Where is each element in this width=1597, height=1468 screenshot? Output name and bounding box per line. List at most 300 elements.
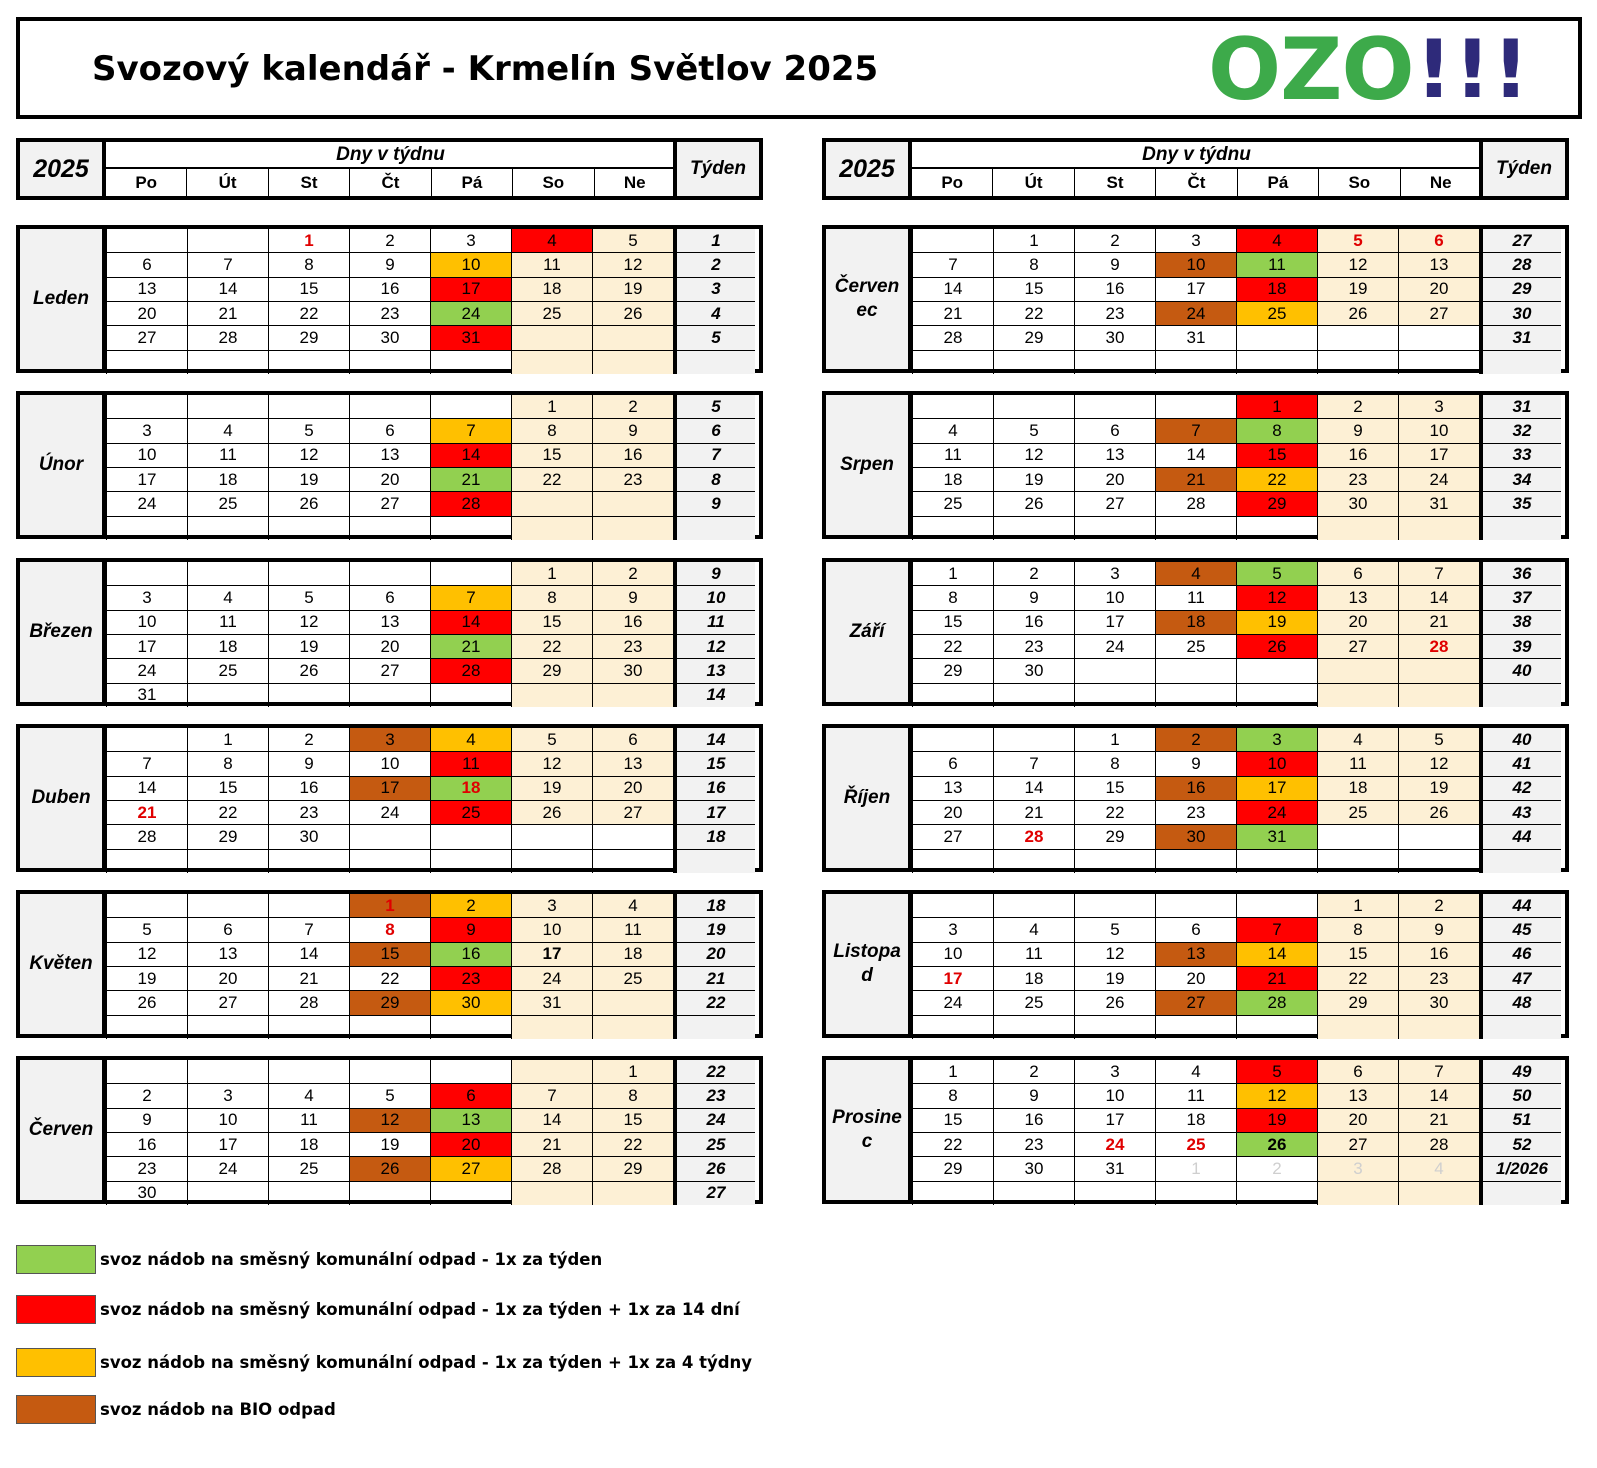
week-number — [1481, 849, 1561, 873]
day-cell: 6 — [1075, 419, 1156, 443]
day-ct: Čt — [1156, 169, 1237, 196]
day-cell — [431, 849, 512, 873]
day-cell: 5 — [512, 728, 593, 752]
day-cell — [994, 894, 1075, 918]
week-row — [913, 966, 1562, 990]
day-cell: 26 — [1399, 800, 1482, 824]
day-cell: 28 — [188, 326, 269, 350]
day-cell: 13 — [431, 1108, 512, 1132]
day-cell — [269, 1015, 350, 1039]
day-cell: 17 — [1075, 1108, 1156, 1132]
day-cell: 8 — [913, 1084, 994, 1108]
day-cell: 1 — [913, 562, 994, 586]
day-ne: Ne — [623, 173, 646, 192]
day-cell: 15 — [1075, 776, 1156, 800]
day-cell: 22 — [913, 634, 994, 658]
day-cell: 29 — [188, 825, 269, 849]
day-cell: 9 — [107, 1108, 188, 1132]
day-cell: 3 — [188, 1084, 269, 1108]
day-cell — [1318, 1181, 1399, 1205]
day-cell — [1075, 849, 1156, 873]
day-cell: 27 — [1075, 492, 1156, 516]
day-cell — [431, 1181, 512, 1205]
day-cell: 24 — [1237, 800, 1318, 824]
week-number: 1 — [675, 229, 755, 253]
week-row — [107, 419, 756, 443]
week-row — [107, 1084, 756, 1108]
day-cell: 19 — [269, 634, 350, 658]
week-number: 35 — [1481, 492, 1561, 516]
day-cell: 28 — [431, 659, 512, 683]
month-name: Červen ec — [826, 229, 912, 369]
day-cell: 8 — [1318, 918, 1399, 942]
day-cell: 20 — [431, 1132, 512, 1156]
day-cell — [269, 350, 350, 374]
day-cell — [107, 1015, 188, 1039]
day-cell: 10 — [107, 610, 188, 634]
week-number — [1481, 350, 1561, 374]
week-row — [107, 1108, 756, 1132]
ozo-logo — [1208, 20, 1532, 120]
day-cell — [512, 1015, 593, 1039]
day-cell: 28 — [107, 825, 188, 849]
day-cell: 21 — [512, 1132, 593, 1156]
day-cell — [269, 1060, 350, 1084]
header-week-label: Týden — [673, 142, 759, 196]
week-row — [107, 1132, 756, 1156]
day-cell: 8 — [512, 419, 593, 443]
day-so: So — [513, 169, 594, 196]
month-block — [16, 890, 763, 1038]
week-number: 9 — [675, 562, 755, 586]
week-number: 16 — [675, 776, 755, 800]
week-row — [107, 991, 756, 1015]
day-cell: 4 — [269, 1084, 350, 1108]
day-cell: 25 — [431, 800, 512, 824]
day-cell: 13 — [1075, 443, 1156, 467]
day-cell: 23 — [269, 800, 350, 824]
day-cell: 6 — [350, 586, 431, 610]
day-cell — [1156, 1015, 1237, 1039]
week-number: 28 — [1481, 253, 1561, 277]
day-cell: 18 — [994, 966, 1075, 990]
day-cell: 1 — [512, 562, 593, 586]
day-cell: 10 — [431, 253, 512, 277]
day-cell: 17 — [1075, 610, 1156, 634]
day-cell: 3 — [350, 728, 431, 752]
week-number: 5 — [675, 326, 755, 350]
day-po: Po — [912, 169, 993, 196]
day-cell — [1318, 1015, 1399, 1039]
month-block — [16, 225, 763, 373]
day-cell: 20 — [1075, 467, 1156, 491]
day-cell: 15 — [188, 776, 269, 800]
week-row — [913, 800, 1562, 824]
day-cell: 14 — [1237, 942, 1318, 966]
logo-exclaim: !!! — [1415, 23, 1532, 116]
week-row — [107, 562, 756, 586]
day-cell: 27 — [107, 326, 188, 350]
day-cell: 15 — [350, 942, 431, 966]
day-cell — [188, 350, 269, 374]
day-cell — [269, 849, 350, 873]
day-cell: 15 — [512, 443, 593, 467]
week-number: 41 — [1481, 752, 1561, 776]
day-cell — [512, 350, 593, 374]
day-cell: 28 — [512, 1157, 593, 1181]
day-cell — [913, 229, 994, 253]
day-cell — [913, 350, 994, 374]
day-cell — [1399, 659, 1482, 683]
week-row — [913, 1108, 1562, 1132]
day-cell: 18 — [1156, 1108, 1237, 1132]
week-number: 27 — [675, 1181, 755, 1205]
day-cell: 14 — [913, 277, 994, 301]
day-cell — [269, 1181, 350, 1205]
day-cell: 14 — [1156, 443, 1237, 467]
week-row — [107, 966, 756, 990]
day-cell: 14 — [269, 942, 350, 966]
day-cell: 1 — [512, 395, 593, 419]
day-cell: 15 — [269, 277, 350, 301]
day-cell — [1156, 849, 1237, 873]
day-cell: 2 — [1318, 395, 1399, 419]
day-cell: 1 — [913, 1060, 994, 1084]
day-cell: 24 — [1075, 1132, 1156, 1156]
week-number: 45 — [1481, 918, 1561, 942]
day-cell: 14 — [1399, 586, 1482, 610]
week-row — [913, 1060, 1562, 1084]
week-row — [913, 683, 1562, 707]
day-cell: 1 — [1156, 1157, 1237, 1181]
day-cell: 28 — [994, 825, 1075, 849]
day-cell: 19 — [593, 277, 676, 301]
week-row — [107, 516, 756, 540]
day-cell: 12 — [512, 752, 593, 776]
day-cell: 24 — [350, 800, 431, 824]
day-cell: 3 — [107, 586, 188, 610]
week-row — [913, 1084, 1562, 1108]
week-number — [675, 1015, 755, 1039]
day-cell: 25 — [269, 1157, 350, 1181]
day-cell: 13 — [1399, 253, 1482, 277]
month-grid — [912, 1060, 1561, 1205]
day-cell — [269, 562, 350, 586]
week-row — [107, 683, 756, 707]
day-cell — [1399, 1015, 1482, 1039]
month-block — [16, 558, 763, 706]
day-cell — [188, 516, 269, 540]
week-number: 21 — [675, 966, 755, 990]
day-cell: 29 — [913, 1157, 994, 1181]
day-cell: 20 — [188, 966, 269, 990]
week-row — [107, 918, 756, 942]
day-cell: 21 — [1156, 467, 1237, 491]
day-cell: 13 — [350, 443, 431, 467]
day-cell: 2 — [994, 1060, 1075, 1084]
day-cell — [994, 849, 1075, 873]
day-cell: 31 — [1399, 492, 1482, 516]
day-cell — [107, 562, 188, 586]
day-cell: 16 — [994, 610, 1075, 634]
day-cell — [1237, 849, 1318, 873]
day-cell: 24 — [107, 659, 188, 683]
day-cell: 16 — [1156, 776, 1237, 800]
day-so: So — [1319, 169, 1400, 196]
day-cell: 30 — [994, 659, 1075, 683]
day-cell: 30 — [269, 825, 350, 849]
week-number: 23 — [675, 1084, 755, 1108]
day-cell: 18 — [512, 277, 593, 301]
week-number — [1481, 1015, 1561, 1039]
week-row — [107, 1181, 756, 1205]
day-cell — [350, 516, 431, 540]
day-cell — [188, 1015, 269, 1039]
day-cell — [1399, 849, 1482, 873]
week-row — [913, 894, 1562, 918]
day-cell: 7 — [188, 253, 269, 277]
day-cell — [913, 894, 994, 918]
day-cell: 18 — [1237, 277, 1318, 301]
day-cell: 17 — [350, 776, 431, 800]
day-cell: 19 — [1237, 610, 1318, 634]
day-cell: 4 — [593, 894, 676, 918]
header-days — [912, 169, 1481, 196]
day-cell: 28 — [1156, 492, 1237, 516]
week-row — [913, 229, 1562, 253]
day-cell: 27 — [1318, 634, 1399, 658]
day-cell: 3 — [431, 229, 512, 253]
day-cell: 24 — [913, 991, 994, 1015]
day-cell — [431, 825, 512, 849]
day-cell: 10 — [188, 1108, 269, 1132]
day-cell — [913, 683, 994, 707]
day-cell: 19 — [269, 467, 350, 491]
day-cell: 21 — [431, 634, 512, 658]
day-cell: 29 — [913, 659, 994, 683]
day-cell: 17 — [1156, 277, 1237, 301]
day-cell — [1237, 516, 1318, 540]
day-cell — [593, 991, 676, 1015]
day-cell: 7 — [1399, 1060, 1482, 1084]
week-number: 40 — [1481, 728, 1561, 752]
day-cell: 28 — [1237, 991, 1318, 1015]
day-cell — [1156, 350, 1237, 374]
day-cell: 23 — [994, 634, 1075, 658]
header-left — [16, 138, 763, 200]
day-cell: 11 — [431, 752, 512, 776]
day-cell: 25 — [1237, 301, 1318, 325]
week-row — [107, 634, 756, 658]
day-cell: 18 — [188, 634, 269, 658]
month-name: Duben — [20, 728, 106, 868]
week-number: 8 — [675, 467, 755, 491]
day-cell: 2 — [107, 1084, 188, 1108]
day-cell: 27 — [1156, 991, 1237, 1015]
day-cell — [431, 1060, 512, 1084]
day-cell: 1 — [1075, 728, 1156, 752]
day-cell: 4 — [431, 728, 512, 752]
week-number: 6 — [675, 419, 755, 443]
day-cell — [913, 849, 994, 873]
day-cell: 14 — [431, 610, 512, 634]
day-cell: 7 — [1399, 562, 1482, 586]
day-cell — [994, 1181, 1075, 1205]
header-days-label: Dny v týdnu — [912, 142, 1481, 169]
day-cell — [512, 1181, 593, 1205]
day-cell: 15 — [913, 1108, 994, 1132]
day-cell: 24 — [107, 492, 188, 516]
week-row — [107, 942, 756, 966]
day-cell: 11 — [593, 918, 676, 942]
week-row — [913, 419, 1562, 443]
day-cell — [1156, 683, 1237, 707]
day-cell: 26 — [1318, 301, 1399, 325]
day-cell: 22 — [1237, 467, 1318, 491]
day-cell — [1399, 516, 1482, 540]
day-cell — [188, 849, 269, 873]
day-cell: 21 — [431, 467, 512, 491]
day-cell: 19 — [1075, 966, 1156, 990]
week-number: 31 — [1481, 395, 1561, 419]
day-cell: 3 — [1318, 1157, 1399, 1181]
week-row — [913, 659, 1562, 683]
day-cell — [994, 1015, 1075, 1039]
day-cell: 18 — [269, 1132, 350, 1156]
week-number: 50 — [1481, 1084, 1561, 1108]
day-cell: 29 — [1075, 825, 1156, 849]
day-cell: 21 — [269, 966, 350, 990]
day-cell — [1399, 1181, 1482, 1205]
day-cell — [1075, 894, 1156, 918]
day-cell: 26 — [994, 492, 1075, 516]
legend-swatch-orange — [16, 1348, 96, 1377]
day-cell: 5 — [1318, 229, 1399, 253]
week-row — [107, 894, 756, 918]
legend-item — [16, 1348, 752, 1377]
week-row — [107, 301, 756, 325]
day-cell: 19 — [1318, 277, 1399, 301]
week-row — [107, 229, 756, 253]
day-cell: 1 — [593, 1060, 676, 1084]
day-cell: 20 — [350, 467, 431, 491]
month-name: Leden — [20, 229, 106, 369]
day-cell — [593, 516, 676, 540]
day-cell: 10 — [1237, 752, 1318, 776]
week-row — [913, 516, 1562, 540]
day-cell — [1237, 683, 1318, 707]
day-cell: 6 — [593, 728, 676, 752]
day-cell: 22 — [1318, 966, 1399, 990]
day-cell — [1237, 659, 1318, 683]
day-cell — [593, 326, 676, 350]
logo-brand: OZO — [1208, 20, 1414, 120]
day-cell: 24 — [512, 966, 593, 990]
day-cell: 11 — [1237, 253, 1318, 277]
week-row — [913, 1015, 1562, 1039]
day-cell: 22 — [913, 1132, 994, 1156]
week-row — [913, 301, 1562, 325]
day-cell — [350, 849, 431, 873]
day-cell — [512, 825, 593, 849]
day-cell: 12 — [1237, 586, 1318, 610]
day-cell: 5 — [1237, 1060, 1318, 1084]
day-cell — [913, 395, 994, 419]
day-cell — [593, 849, 676, 873]
week-number: 36 — [1481, 562, 1561, 586]
day-cell — [593, 683, 676, 707]
week-row — [107, 849, 756, 873]
month-name: Prosine c — [826, 1060, 912, 1200]
day-cell: 21 — [1399, 1108, 1482, 1132]
day-cell — [1237, 350, 1318, 374]
month-grid — [106, 229, 755, 374]
day-cell — [994, 395, 1075, 419]
day-cell: 30 — [107, 1181, 188, 1205]
week-number: 49 — [1481, 1060, 1561, 1084]
week-number: 19 — [675, 918, 755, 942]
day-cell: 9 — [1318, 419, 1399, 443]
day-cell: 2 — [1156, 728, 1237, 752]
week-row — [107, 586, 756, 610]
day-cell — [350, 395, 431, 419]
day-cell: 23 — [431, 966, 512, 990]
week-number: 48 — [1481, 991, 1561, 1015]
day-cell: 19 — [994, 467, 1075, 491]
day-cell: 25 — [188, 659, 269, 683]
day-cell: 8 — [1075, 752, 1156, 776]
week-number: 44 — [1481, 825, 1561, 849]
day-cell: 27 — [188, 991, 269, 1015]
header-week-label: Týden — [1479, 142, 1565, 196]
day-cell: 12 — [350, 1108, 431, 1132]
day-cell: 8 — [188, 752, 269, 776]
day-cell: 1 — [188, 728, 269, 752]
month-grid — [912, 395, 1561, 540]
day-cell: 5 — [994, 419, 1075, 443]
day-cell: 27 — [1318, 1132, 1399, 1156]
day-cell: 12 — [269, 443, 350, 467]
day-cell: 28 — [431, 492, 512, 516]
week-number: 14 — [675, 728, 755, 752]
day-cell: 11 — [1156, 1084, 1237, 1108]
day-cell: 10 — [1399, 419, 1482, 443]
day-cell: 22 — [593, 1132, 676, 1156]
week-row — [107, 776, 756, 800]
week-row — [913, 942, 1562, 966]
week-number: 38 — [1481, 610, 1561, 634]
day-cell: 9 — [1156, 752, 1237, 776]
day-cell: 17 — [913, 966, 994, 990]
day-cell: 8 — [1237, 419, 1318, 443]
week-row — [913, 991, 1562, 1015]
day-cell: 20 — [1318, 610, 1399, 634]
day-cell: 23 — [1399, 966, 1482, 990]
day-st: St — [1075, 169, 1156, 196]
week-row — [913, 918, 1562, 942]
week-number: 7 — [675, 443, 755, 467]
week-number — [1481, 1181, 1561, 1205]
day-cell: 3 — [1075, 1060, 1156, 1084]
day-cell: 22 — [350, 966, 431, 990]
month-name: Červen — [20, 1060, 106, 1200]
week-number: 39 — [1481, 634, 1561, 658]
month-grid — [106, 894, 755, 1039]
day-cell: 29 — [512, 659, 593, 683]
week-number: 13 — [675, 659, 755, 683]
day-cell: 26 — [512, 800, 593, 824]
week-row — [913, 350, 1562, 374]
